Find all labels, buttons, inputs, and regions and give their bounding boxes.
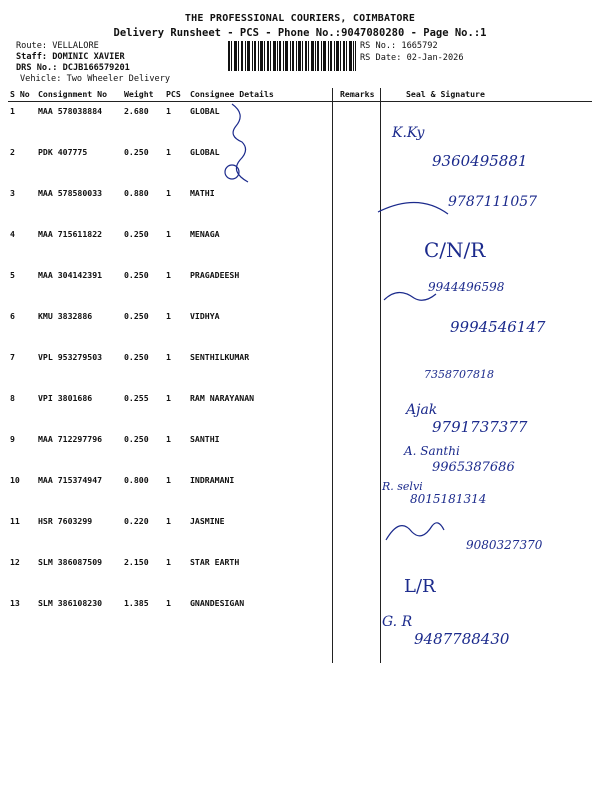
row-consignee: PRAGADEESH <box>190 270 240 280</box>
staff-value: DOMINIC XAVIER <box>52 52 125 62</box>
row-consignee: RAM NARAYANAN <box>190 393 255 403</box>
brace-scribble <box>232 104 248 182</box>
row-consignee: INDRAMANI <box>190 475 235 485</box>
row-consignee: GNANDESIGAN <box>190 598 245 608</box>
row-pcs: 1 <box>166 434 171 444</box>
row-pcs: 1 <box>166 270 171 280</box>
row-sno: 7 <box>10 352 15 362</box>
row-pcs: 1 <box>166 393 171 403</box>
row-consignment: PDK 407775 <box>38 147 88 157</box>
row-sno: 10 <box>10 475 20 485</box>
row-sno: 2 <box>10 147 15 157</box>
rs-date-label: RS Date: <box>360 53 402 63</box>
row-pcs: 1 <box>166 516 171 526</box>
hand-text-6: 9994546147 <box>450 318 546 336</box>
row-consignee: GLOBAL <box>190 147 220 157</box>
row-consignee: GLOBAL <box>190 106 220 116</box>
row-weight: 0.800 <box>124 475 149 485</box>
row-pcs: 1 <box>166 557 171 567</box>
row-sno: 12 <box>10 557 20 567</box>
row-sno: 11 <box>10 516 20 526</box>
hand-text-13: 8015181314 <box>410 492 487 506</box>
row-sno: 3 <box>10 188 15 198</box>
row-consignee: SANTHI <box>190 434 220 444</box>
row-pcs: 1 <box>166 311 171 321</box>
col-sno: S No <box>8 88 36 102</box>
hand-text-4: C/N/R <box>424 238 486 262</box>
row-consignee: STAR EARTH <box>190 557 240 567</box>
row-sno: 8 <box>10 393 15 403</box>
row-sno: 1 <box>10 106 15 116</box>
row-weight: 1.385 <box>124 598 149 608</box>
row-pcs: 1 <box>166 475 171 485</box>
route-label: Route: <box>16 41 48 51</box>
row-pcs: 1 <box>166 598 171 608</box>
rs-date-value: 02-Jan-2026 <box>406 53 464 63</box>
hand-text-14: 9080327370 <box>466 538 543 552</box>
row-consignment: KMU 3832886 <box>38 311 93 321</box>
drs-label: DRS No.: <box>16 63 58 73</box>
row-consignment: VPI 3801686 <box>38 393 93 403</box>
row-pcs: 1 <box>166 147 171 157</box>
hand-text-3: 9787111057 <box>448 194 538 210</box>
hand-text-17: 9487788430 <box>414 630 510 648</box>
hand-text-1: K.Ky <box>392 125 425 141</box>
row-consignment: SLM 386087509 <box>38 557 103 567</box>
row-sno: 13 <box>10 598 20 608</box>
rs-no-label: RS No.: <box>360 41 397 51</box>
signature-stroke-11 <box>386 523 444 540</box>
row-weight: 2.680 <box>124 106 149 116</box>
row-sno: 6 <box>10 311 15 321</box>
row-pcs: 1 <box>166 188 171 198</box>
hand-text-12: R. selvi <box>382 480 423 493</box>
row-weight: 0.250 <box>124 352 149 362</box>
row-consignment: MAA 578038884 <box>38 106 103 116</box>
row-weight: 0.250 <box>124 270 149 280</box>
row-consignment: MAA 712297796 <box>38 434 103 444</box>
row-consignment: MAA 304142391 <box>38 270 103 280</box>
row-weight: 0.250 <box>124 147 149 157</box>
col-seal: Seal & Signature <box>388 88 592 102</box>
row-sno: 9 <box>10 434 15 444</box>
row-consignment: VPL 953279503 <box>38 352 103 362</box>
drs-value: DCJB166579201 <box>62 63 130 73</box>
row-weight: 0.880 <box>124 188 149 198</box>
row-pcs: 1 <box>166 229 171 239</box>
row-consignee: MATHI <box>190 188 215 198</box>
row-weight: 0.250 <box>124 311 149 321</box>
row-consignment: MAA 578580033 <box>38 188 103 198</box>
row-sno: 4 <box>10 229 15 239</box>
hand-text-9: 9791737377 <box>432 418 528 436</box>
hand-text-5: 9944496598 <box>428 280 505 294</box>
row-consignee: SENTHILKUMAR <box>190 352 250 362</box>
row-consignee: MENAGA <box>190 229 220 239</box>
hand-text-7: 7358707818 <box>424 368 494 381</box>
hand-text-10: A. Santhi <box>404 444 460 458</box>
staff-label: Staff: <box>16 52 48 62</box>
row-consignment: MAA 715374947 <box>38 475 103 485</box>
runsheet-title: Delivery Runsheet - PCS - Phone No.:9047080280 - Page No.:1 <box>113 27 487 39</box>
col-remarks: Remarks <box>332 88 388 102</box>
rs-no-value: 1665792 <box>401 41 438 51</box>
row-weight: 0.250 <box>124 229 149 239</box>
signature-stroke-3 <box>378 202 448 214</box>
row-weight: 0.255 <box>124 393 149 403</box>
row-consignment: MAA 715611822 <box>38 229 103 239</box>
row-consignment: SLM 386108230 <box>38 598 103 608</box>
col-consignee: Consignee Details <box>188 88 332 102</box>
route-value: VELLALORE <box>52 41 99 51</box>
row-consignee: VIDHYA <box>190 311 220 321</box>
vehicle-line: Vehicle: Two Wheeler Delivery <box>20 74 171 84</box>
row-weight: 0.220 <box>124 516 149 526</box>
hand-text-16: G. R <box>382 614 413 630</box>
hand-text-15: L/R <box>404 576 436 597</box>
col-pcs: PCS <box>164 88 188 102</box>
row-sno: 5 <box>10 270 15 280</box>
row-consignment: HSR 7603299 <box>38 516 93 526</box>
row-weight: 0.250 <box>124 434 149 444</box>
hand-text-8: Ajak <box>406 402 438 418</box>
col-weight: Weight <box>122 88 164 102</box>
col-consignment: Consignment No <box>36 88 122 102</box>
hand-text-11: 9965387686 <box>432 460 515 475</box>
row-weight: 2.150 <box>124 557 149 567</box>
company-title: THE PROFESSIONAL COURIERS, COIMBATORE <box>184 13 416 24</box>
row-pcs: 1 <box>166 352 171 362</box>
hand-text-2: 9360495881 <box>432 152 528 170</box>
row-pcs: 1 <box>166 106 171 116</box>
row-consignee: JASMINE <box>190 516 225 526</box>
